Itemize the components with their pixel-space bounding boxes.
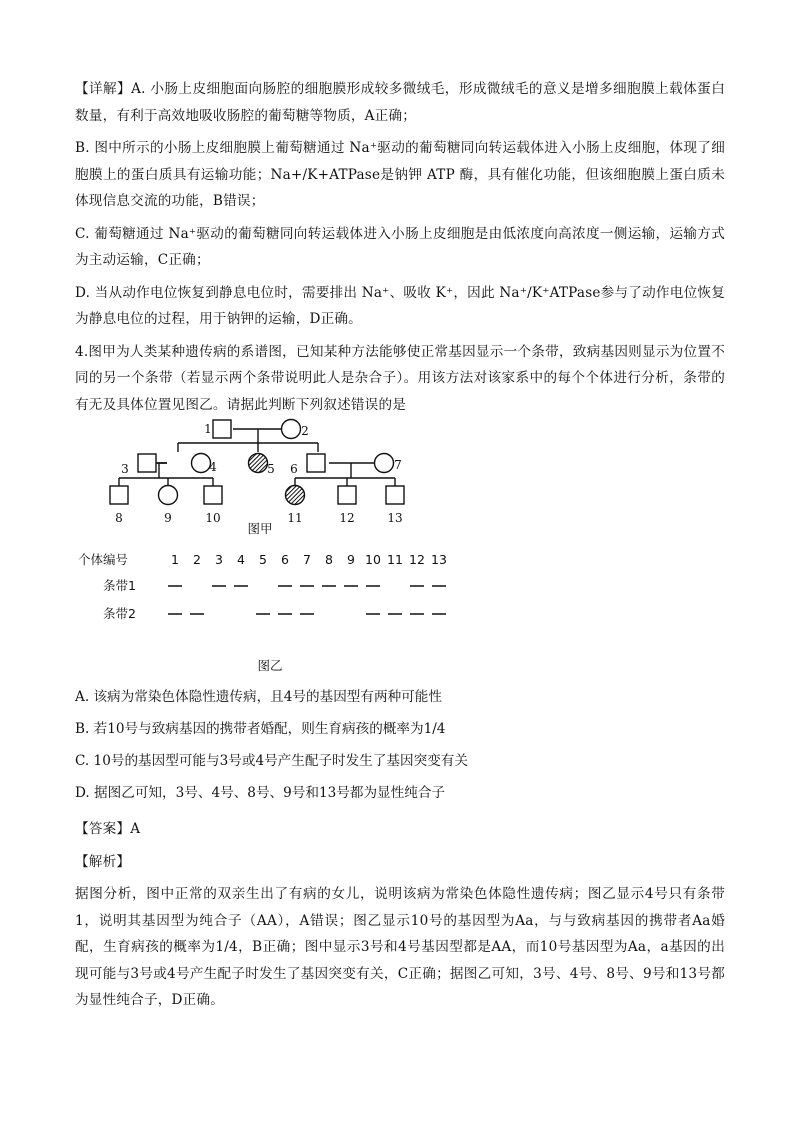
analysis-tag: 【解析】 bbox=[75, 853, 131, 870]
detail-paragraph-a bbox=[75, 76, 725, 129]
answer-value: A bbox=[130, 821, 141, 837]
detail-a-text: A. 小肠上皮细胞面向肠腔的细胞膜形成较多微绒毛，形成微绒毛的意义是增多细胞膜上载体蛋白数量，有利于高效地吸收肠腔的葡萄糖等物质，A正确； bbox=[75, 81, 725, 124]
pedigree-label-3: 3 bbox=[121, 462, 129, 476]
band-individual-1: 1 bbox=[171, 552, 179, 567]
option-d[interactable]: D. 据图乙可知，3号、4号、8号、9号和13号都为显性纯合子 bbox=[75, 785, 446, 801]
pedigree-individual-3 bbox=[138, 454, 156, 472]
pedigree-caption: 图甲 bbox=[247, 521, 273, 536]
pedigree-label-4: 4 bbox=[209, 460, 217, 474]
detail-paragraph-b: B. 图中所示的小肠上皮细胞膜上葡萄糖通过 Na⁺驱动的葡萄糖同向转运载体进入小肠上皮细胞，体现了细胞膜上的蛋白质具有运输功能；Na+/K+ATPase是钠钾 ATP 酶，具有催化功能，但该细胞膜上蛋白质未体现信息交流的功能，B错误； bbox=[75, 140, 725, 209]
detail-tag: 【详解】 bbox=[75, 81, 132, 97]
answer-line bbox=[75, 816, 725, 843]
band-individual-2: 2 bbox=[193, 552, 201, 567]
band-individual-4: 4 bbox=[237, 552, 245, 567]
pedigree-label-10: 10 bbox=[205, 511, 221, 525]
pedigree-individual-1 bbox=[213, 420, 231, 438]
detail-paragraph-d: D. 当从动作电位恢复到静息电位时，需要排出 Na⁺、吸收 K⁺，因此 Na⁺/K⁺ATPase参与了动作电位恢复为静息电位的过程，用于钠钾的运输，D正确。 bbox=[75, 284, 725, 327]
pedigree-individual-4 bbox=[192, 454, 211, 473]
pedigree-individual-12 bbox=[338, 486, 356, 504]
pedigree-individual-5 bbox=[249, 454, 268, 473]
analysis-text: 据图分析，图中正常的双亲生出了有病的女儿，说明该病为常染色体隐性遗传病；图乙显示4号只有条带1，说明其基因型为纯合子（AA），A错误；图乙显示10号的基因型为Aa，与与致病基因的携带者Aa婚配，生育病孩的概率为1/4，B正确；图中显示3号和4号基因型都是AA，而10号基因型为Aa，a基因的出现可能与3号或4号产生配子时发生了基因突变有关，C正确；据图乙可知，3号、4号、8号、9号和13号都为显性纯合子，D正确。 bbox=[75, 886, 725, 1008]
band-individual-3: 3 bbox=[215, 552, 223, 567]
pedigree-individual-10 bbox=[204, 486, 222, 504]
pedigree-label-12: 12 bbox=[339, 511, 355, 525]
pedigree-label-8: 8 bbox=[115, 511, 123, 525]
pedigree-label-1: 1 bbox=[204, 422, 212, 436]
figure-svg bbox=[75, 418, 725, 680]
band-individual-8: 8 bbox=[325, 552, 333, 567]
pedigree-label-2: 2 bbox=[301, 424, 309, 438]
pedigree-individual-6 bbox=[307, 454, 325, 472]
pedigree-individual-11 bbox=[286, 486, 305, 505]
pedigree-label-7: 7 bbox=[394, 458, 402, 472]
band-header-label: 个体编号 bbox=[78, 552, 129, 567]
pedigree-label-13: 13 bbox=[387, 511, 403, 525]
option-a[interactable]: A. 该病为常染色体隐性遗传病，且4号的基因型有两种可能性 bbox=[75, 689, 442, 705]
pedigree-label-6: 6 bbox=[290, 462, 298, 476]
band-individual-9: 9 bbox=[347, 552, 355, 567]
document-page bbox=[75, 76, 725, 1014]
pedigree-individual-13 bbox=[386, 486, 404, 504]
band-individual-6: 6 bbox=[281, 552, 289, 567]
question-stem: 4.图甲为人类某种遗传病的系谱图，已知某种方法能够使正常基因显示一个条带，致病基因则显示为位置不同的另一个条带（若显示两个条带说明此人是杂合子）。用该方法对该家系中的每个个体进行分析，条带的有无及具体位置见图乙。请据此判断下列叙述错误的是 bbox=[75, 343, 725, 413]
figure-pedigree-and-bands bbox=[75, 418, 725, 680]
band-individual-13: 13 bbox=[431, 552, 447, 567]
pedigree-individual-9 bbox=[159, 486, 178, 505]
pedigree-label-11: 11 bbox=[287, 511, 303, 525]
option-c[interactable]: C. 10号的基因型可能与3号或4号产生配子时发生了基因突变有关 bbox=[75, 753, 468, 769]
pedigree-individual-8 bbox=[110, 486, 128, 504]
band-individual-11: 11 bbox=[387, 552, 403, 567]
options-list bbox=[75, 684, 725, 806]
band-row2-label: 条带2 bbox=[103, 606, 136, 621]
band-individual-5: 5 bbox=[259, 552, 267, 567]
pedigree-label-9: 9 bbox=[164, 511, 172, 525]
option-b[interactable]: B. 若10号与致病基因的携带者婚配，则生育病孩的概率为1/4 bbox=[75, 721, 446, 737]
detail-paragraph-c: C. 葡萄糖通过 Na⁺驱动的葡萄糖同向转运载体进入小肠上皮细胞是由低浓度向高浓度一侧运输，运输方式为主动运输，C正确； bbox=[75, 225, 725, 268]
band-row1-label: 条带1 bbox=[103, 578, 136, 593]
pedigree-individuals bbox=[110, 420, 404, 526]
band-individual-7: 7 bbox=[303, 552, 311, 567]
pedigree-individual-7 bbox=[375, 454, 394, 473]
pedigree-label-5: 5 bbox=[267, 462, 275, 476]
band-table bbox=[78, 552, 447, 621]
band-caption: 图乙 bbox=[257, 658, 283, 673]
band-individual-12: 12 bbox=[409, 552, 425, 567]
band-individual-10: 10 bbox=[365, 552, 381, 567]
answer-tag: 【答案】 bbox=[75, 821, 131, 837]
pedigree-individual-2 bbox=[282, 420, 301, 439]
